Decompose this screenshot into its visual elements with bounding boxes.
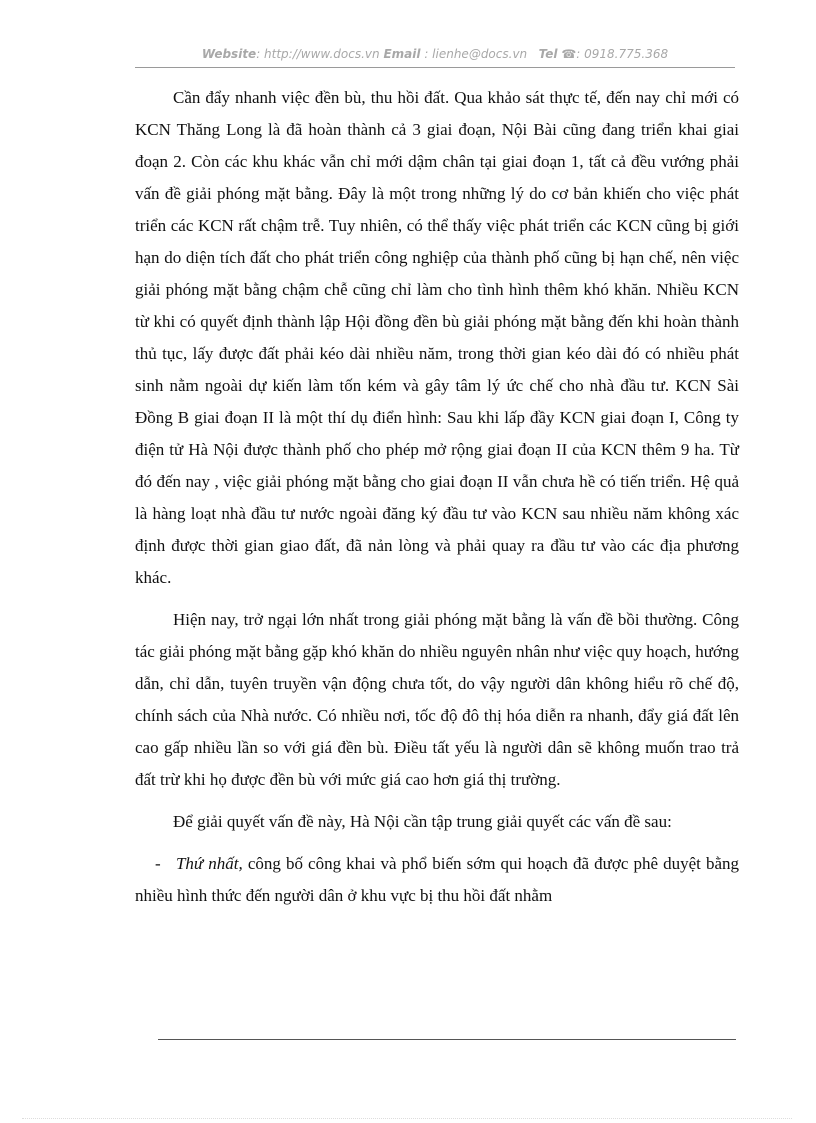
email-value: : lienhe@docs.vn — [420, 47, 528, 61]
list-item-text: công bố công khai và phổ biến sớm qui hoạch đã được phê duyệt bằng nhiều hình thức đến người dân ở khu vực bị thu hồi đất nhằm — [135, 854, 739, 905]
website-value: : http://www.docs.vn — [256, 47, 380, 61]
list-item — [135, 848, 739, 912]
paragraph-2: Hiện nay, trở ngại lớn nhất trong giải phóng mặt bằng là vấn đề bồi thường. Công tác giải phóng mặt bằng gặp khó khăn do nhiều nguyên nhân như việc quy hoạch, hướng dẫn, chỉ dẫn, tuyên truyền vận động chưa tốt, do vậy người dân không hiểu rõ chế độ, chính sách của Nhà nước. Có nhiều nơi, tốc độ đô thị hóa diễn ra nhanh, đẩy giá đất lên cao gấp nhiều lần so với giá đền bù. Điều tất yếu là người dân sẽ không muốn trao trả đất trừ khi họ được đền bù với mức giá cao hơn giá thị trường. — [135, 610, 739, 789]
tel-label: Tel — [538, 47, 558, 61]
header-divider — [135, 67, 735, 68]
website-label: Website — [201, 47, 257, 61]
phone-icon: ☎ — [561, 47, 577, 61]
paragraph-3: Để giải quyết vấn đề này, Hà Nội cần tập trung giải quyết các vấn đề sau: — [173, 812, 672, 831]
list-item-lead: Thứ nhất, — [175, 854, 243, 873]
tel-value: : 0918.775.368 — [576, 47, 669, 61]
footer-divider — [158, 1039, 736, 1040]
document-body — [135, 82, 739, 922]
paragraph-1: Cần đẩy nhanh việc đền bù, thu hồi đất. Qua khảo sát thực tế, đến nay chỉ mới có KCN Thăng Long là đã hoàn thành cả 3 giai đoạn, Nội Bài cũng đang triển khai giai đoạn 2. Còn các khu khác vẫn chỉ mới dậm chân tại giai đoạn 1, tất cả đều vướng phải vấn đề giải phóng mặt bằng. Đây là một trong những lý do cơ bản khiến cho việc phát triển các KCN rất chậm trễ. Tuy nhiên, có thể thấy việc phát triển các KCN cũng bị giới hạn do diện tích đất cho phát triển công nghiệp của thành phố cũng bị hạn chế, nên việc giải phóng mặt bằng chậm chễ cũng chỉ làm cho tình hình thêm khó khăn. Nhiều KCN từ khi có quyết định thành lập Hội đồng đền bù giải phóng mặt bằng đến khi hoàn thành thủ tục, lấy được đất phải kéo dài nhiều năm, trong thời gian kéo dài đó có nhiều phát sinh nằm ngoài dự kiến làm tốn kém và gây tâm lý ức chế cho nhà đầu tư. KCN Sài Đồng B giai đoạn II là một thí dụ điển hình: Sau khi lấp đầy KCN giai đoạn I, Công ty điện tử Hà Nội được thành phố cho phép mở rộng giai đoạn II của KCN thêm 9 ha. Từ đó đến nay , việc giải phóng mặt bằng cho giai đoạn II vẫn chưa hề có tiến triển. Hệ quả là hàng loạt nhà đầu tư nước ngoài đăng ký đầu tư vào KCN sau nhiều năm không xác định được thời gian giao đất, đã nản lòng và phải quay ra đầu tư vào các địa phương khác. — [135, 88, 739, 587]
page-border — [22, 1118, 792, 1119]
page-header — [135, 47, 735, 65]
email-label: Email — [383, 47, 421, 61]
list-bullet: - — [155, 854, 161, 873]
